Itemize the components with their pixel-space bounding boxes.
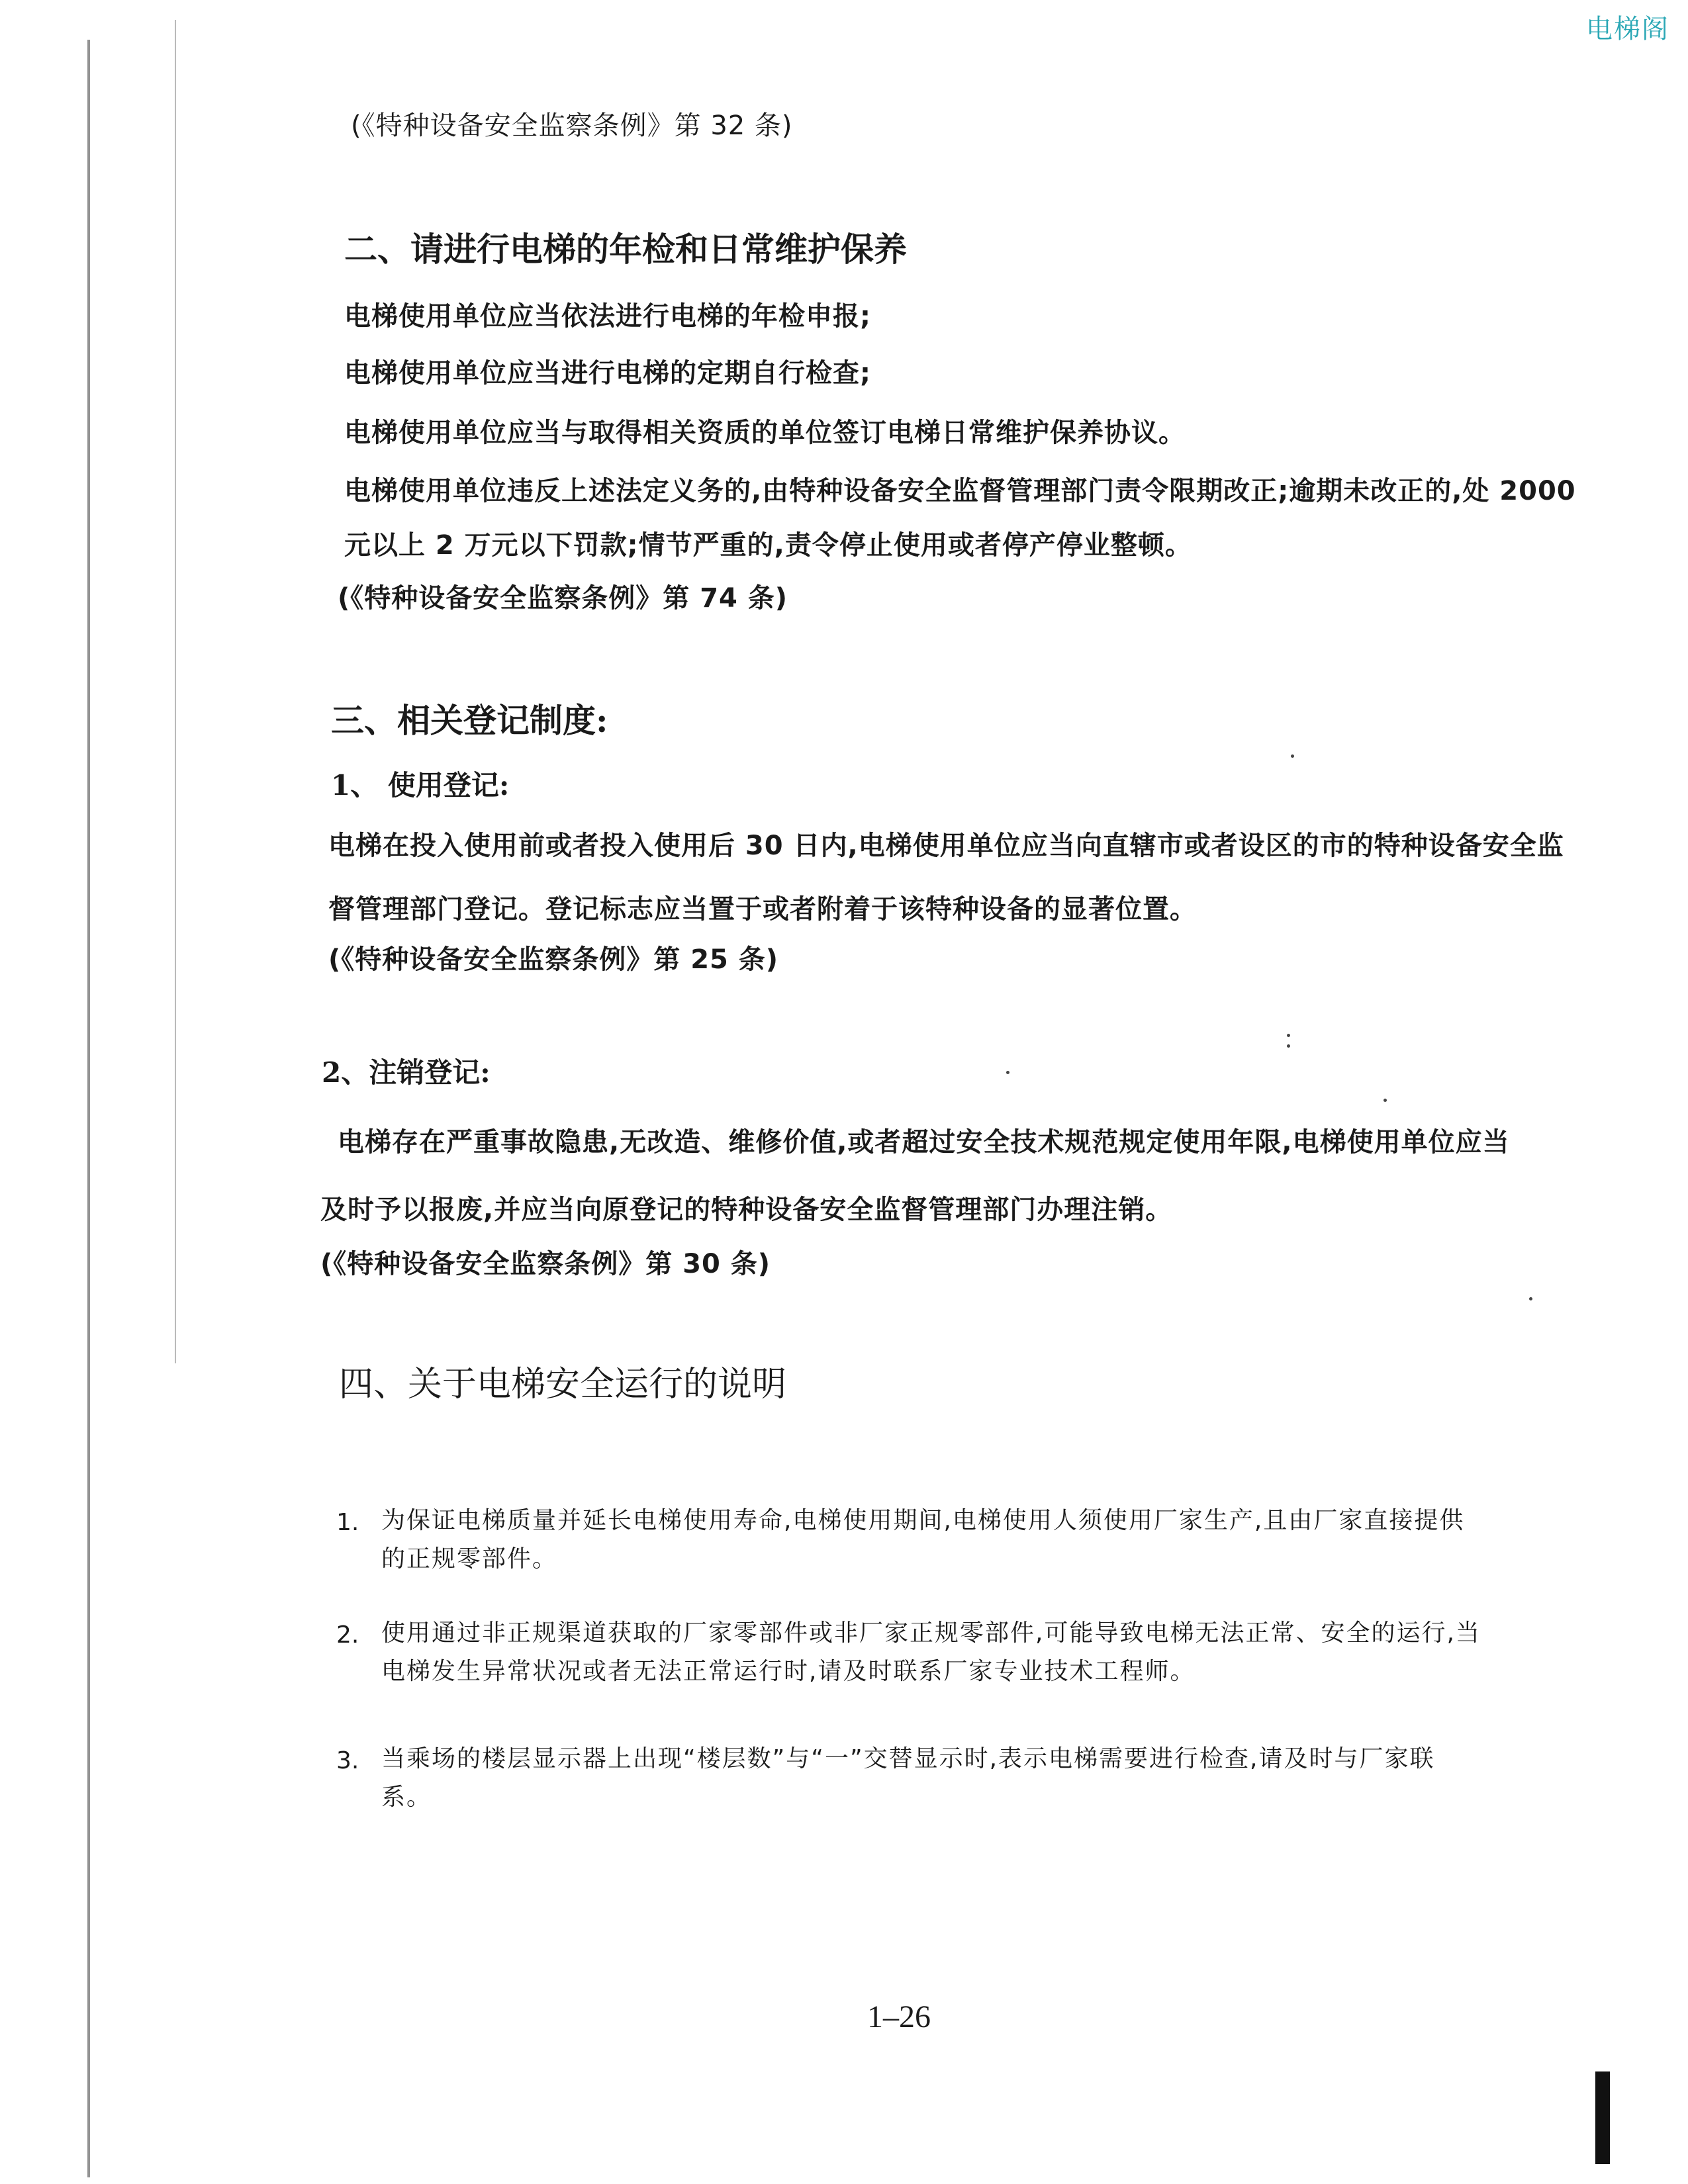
scan-speck bbox=[1291, 754, 1294, 758]
list-item-line: 当乘场的楼层显示器上出现“楼层数”与“一”交替显示时,表示电梯需要进行检查,请及时与厂家联 bbox=[381, 1745, 1435, 1772]
section-3-item-2-citation: (《特种设备安全监察条例》第 30 条) bbox=[320, 1249, 771, 1279]
scan-margin-line bbox=[175, 20, 176, 1363]
section-3-item-1-line: 督管理部门登记。登记标志应当置于或者附着于该特种设备的显著位置。 bbox=[328, 894, 1197, 925]
watermark-logo: 电梯阁 bbox=[1586, 14, 1669, 44]
scan-edge-mark bbox=[1595, 2071, 1610, 2164]
section-3-item-1-title: 1、 使用登记: bbox=[331, 769, 510, 801]
list-item-number: 2. bbox=[336, 1621, 359, 1649]
section-3-item-1-citation: (《特种设备安全监察条例》第 25 条) bbox=[328, 944, 779, 975]
section-4-heading: 四、关于电梯安全运行的说明 bbox=[339, 1365, 787, 1404]
list-item-line: 系。 bbox=[381, 1784, 432, 1811]
section-3-item-2-line: 及时予以报废,并应当向原登记的特种设备安全监督管理部门办理注销。 bbox=[320, 1195, 1173, 1225]
section-2-citation: (《特种设备安全监察条例》第 74 条) bbox=[338, 583, 788, 614]
section-2-line: 电梯使用单位应当依法进行电梯的年检申报; bbox=[344, 301, 871, 332]
section-2-line: 元以上 2 万元以下罚款;情节严重的,责令停止使用或者停产停业整顿。 bbox=[344, 530, 1192, 561]
scan-speck bbox=[1529, 1297, 1532, 1300]
list-item-line: 使用通过非正规渠道获取的厂家零部件或非厂家正规零部件,可能导致电梯无法正常、安全的运行,当 bbox=[381, 1619, 1481, 1647]
section-2-heading: 二、请进行电梯的年检和日常维护保养 bbox=[344, 230, 907, 269]
list-item-line: 的正规零部件。 bbox=[381, 1545, 558, 1572]
page-number: 1–26 bbox=[867, 1999, 931, 2034]
section-2-line: 电梯使用单位应当进行电梯的定期自行检查; bbox=[344, 358, 871, 388]
scan-speck bbox=[1383, 1099, 1387, 1102]
scan-speck bbox=[1287, 1044, 1290, 1048]
section-2-line: 电梯使用单位应当与取得相关资质的单位签订电梯日常维护保养协议。 bbox=[344, 418, 1186, 448]
scan-speck bbox=[1006, 1071, 1009, 1074]
section-2-line: 电梯使用单位违反上述法定义务的,由特种设备安全监督管理部门责令限期改正;逾期未改正的,处 2000 bbox=[344, 476, 1576, 506]
section-3-item-1-line: 电梯在投入使用前或者投入使用后 30 日内,电梯使用单位应当向直辖市或者设区的市的特种设备安全监 bbox=[328, 831, 1564, 861]
list-item-line: 为保证电梯质量并延长电梯使用寿命,电梯使用期间,电梯使用人须使用厂家生产,且由厂家直接提供 bbox=[381, 1507, 1465, 1534]
scan-speck bbox=[1287, 1034, 1290, 1037]
top-citation: (《特种设备安全监察条例》第 32 条) bbox=[351, 111, 793, 141]
list-item-number: 1. bbox=[336, 1509, 359, 1536]
list-item-number: 3. bbox=[336, 1747, 359, 1774]
section-3-item-2-line: 电梯存在严重事故隐患,无改造、维修价值,或者超过安全技术规范规定使用年限,电梯使用单位应当 bbox=[338, 1127, 1510, 1158]
list-item-line: 电梯发生异常状况或者无法正常运行时,请及时联系厂家专业技术工程师。 bbox=[381, 1658, 1196, 1685]
scan-binding-line bbox=[87, 40, 90, 2177]
section-3-heading: 三、相关登记制度: bbox=[331, 701, 608, 740]
section-3-item-2-title: 2、注销登记: bbox=[322, 1056, 491, 1089]
